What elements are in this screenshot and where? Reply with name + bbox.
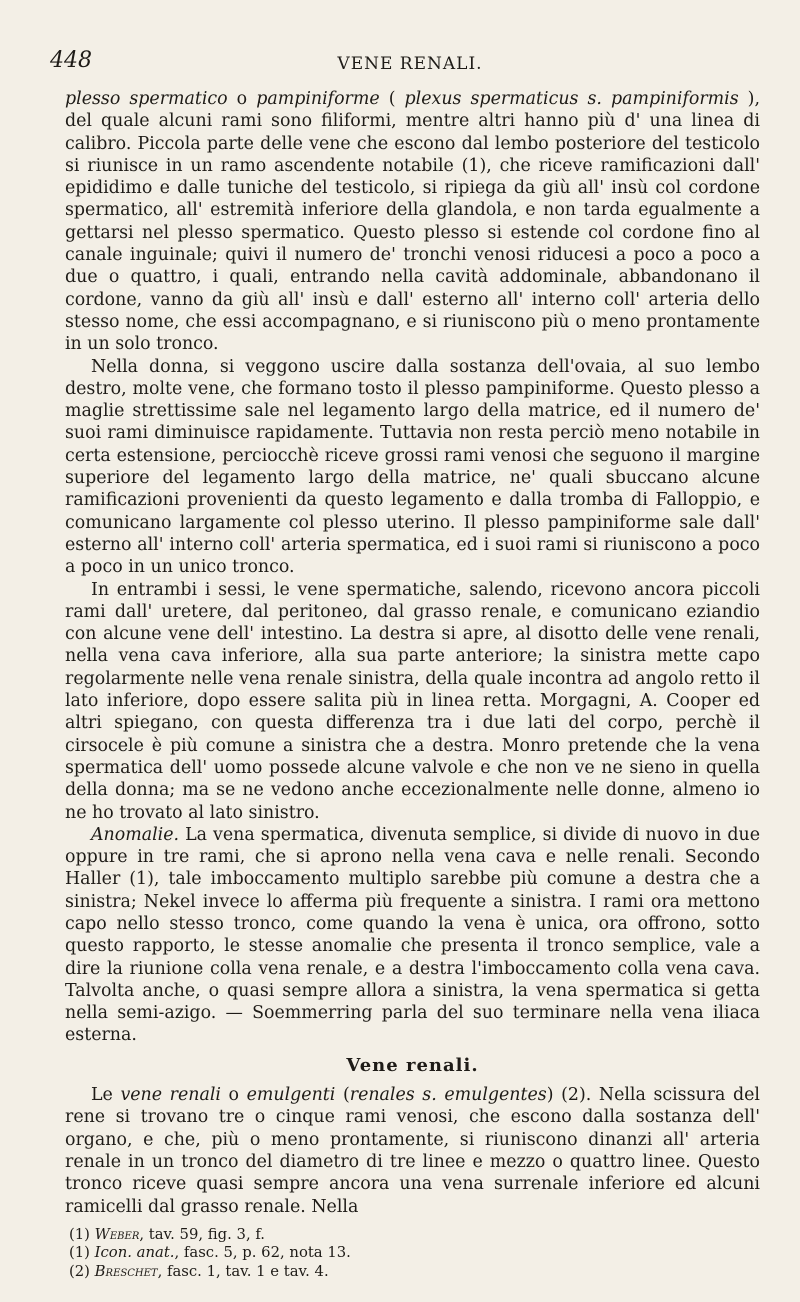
body-text	[65, 88, 760, 1281]
running-head: VENE RENALI.	[337, 54, 483, 74]
page-header	[50, 48, 770, 82]
footnote	[65, 1226, 760, 1245]
term-pampiniforme: pampiniforme	[256, 89, 380, 109]
footnote-ref: , fasc. 5, p. 62, nota 13.	[174, 1244, 351, 1262]
term-emulgenti: emulgenti	[246, 1085, 336, 1106]
paragraph-vene-renali	[65, 1084, 760, 1218]
footnote-ref: , tav. 59, fig. 3, f.	[139, 1225, 266, 1243]
page-number: 448	[50, 48, 92, 73]
paragraph-entrambi-sessi: In entrambi i sessi, le vene spermatiche, salendo, ricevono ancora piccoli rami dall' uretere, dal peritoneo, dal grasso renale, e comunicano eziandio con alcune vene dell' intestino. La destra si apre, al disotto delle vene renali, nella vena cava inferiore, alla sua parte anteriore; la sinistra mette capo regolarmente nelle vena renale sinistra, della quale incontra ad angolo retto il lato inferiore, dopo essere salita più in linea retta. Morgagni, A. Cooper ed altri spiegano, con questa differenza tra i due lati del corpo, perchè il cirsocele è più comune a sinistra che a destra. Monro pretende che la vena spermatica dell' uomo possede alcune valvole e che non ve ne sieno in quella della donna; ma se ne vedono anche eccezionalmente nelle donne, almeno io ne ho trovato al lato sinistro.	[65, 579, 760, 823]
text-or: o	[220, 1085, 247, 1106]
paragraph-anomalie	[65, 824, 760, 1047]
footnote-author: Icon. anat.	[94, 1244, 175, 1262]
footnote	[65, 1263, 760, 1282]
paragraph-text: ), del quale alcuni rami sono filiformi, mentre altri hanno più d' una linea di calibro. Piccola parte delle vene che escono dal lembo posteriore del testicolo si riunisce in un ramo ascendente notabile (1), che riceve ramificazioni dall' epididimo e dalle tuniche del testicolo, si ripiega da giù all' insù col cordone spermatico, all' estremità inferiore della glandola, e non tarda egualmente a gettarsi nel plesso spermatico. Questo plesso si estende col cordone fino al canale inguinale; quivi il numero de' tronchi venosi riducesi a poco a poco a due o quattro, i quali, entrando nella cavità addominale, abbandonano il cordone, vanno da giù all' insù e dall' esterno all' interno coll' arteria dello stesso nome, che essi accompagnano, e si riuniscono più o meno prontamente in un solo tronco.	[65, 89, 760, 355]
text-start: Le	[91, 1085, 121, 1106]
text-paren: (	[335, 1085, 350, 1106]
footnote-number: (2)	[69, 1262, 95, 1280]
footnote-author: Breschet	[94, 1262, 158, 1280]
footnote-number: (1)	[69, 1244, 95, 1262]
footnote-ref: , fasc. 1, tav. 1 e tav. 4.	[157, 1262, 329, 1280]
section-title: Vene renali.	[346, 1054, 479, 1076]
footnote	[65, 1244, 760, 1263]
text-or: o	[227, 89, 257, 109]
anomalie-label: Anomalie.	[91, 824, 180, 845]
footnote-author: Weber	[94, 1225, 140, 1243]
footnotes	[65, 1226, 760, 1282]
paragraph-donna: Nella donna, si veggono uscire dalla sostanza dell'ovaia, al suo lembo destro, molte vene, che formano tosto il plesso pampiniforme. Questo plesso a maglie strettissime sale nel legamento largo della matrice, ed il numero de' suoi rami diminuisce rapidamente. Tuttavia non resta perciò meno notabile in certa estensione, perciocchè riceve grossi rami venosi che seguono il margine superiore del legamento largo della matrice, ne' quali sbuccano alcune ramificazioni provenienti da questo legamento e dalla tromba di Falloppio, e comunicano largamente col plesso uterino. Il plesso pampiniforme sale dall' esterno all' interno coll' arteria spermatica, ed i suoi rami si riuniscono a poco a poco in un unico tronco.	[65, 356, 760, 578]
term-plesso-spermatico: plesso spermatico	[65, 89, 228, 109]
paragraph-text: ) (2). Nella scissura del rene si trovano tre o cinque rami venosi, che escono dalla sostanza dell' organo, e che, più o meno prontamente, si riuniscono dinanzi all' arteria renale in un tronco del diametro di tre linee e mezzo o quattro linee. Questo tronco riceve quasi sempre ancora una vena surrenale inferiore ed alcuni ramicelli dal grasso renale. Nella	[65, 1085, 760, 1217]
paragraph-continuation	[65, 88, 760, 356]
term-vene-renali: vene renali	[120, 1085, 221, 1106]
anomalie-text: La vena spermatica, divenuta semplice, si divide di nuovo in due oppure in tre rami, che si aprono nella vena cava e nelle renali. Secondo Haller (1), tale imboccamento multiplo sarebbe più comune a destra che a sinistra; Nekel invece lo afferma più frequente a sinistra. I rami ora mettono capo nello stesso tronco, come quando la vena è unica, ora offrono, sotto questo rapporto, le stesse anomalie che presenta il tronco semplice, vale a dire la riunione colla vena renale, e a destra l'imboccamento colla vena cava. Talvolta anche, o quasi sempre allora a sinistra, la vena spermatica si getta nella semi-azigo. — Soemmerring parla del suo terminare nella vena iliaca esterna.	[65, 824, 760, 1046]
latin-term: renales s. emulgentes	[349, 1085, 547, 1106]
latin-term: plexus spermaticus s. pampiniformis	[404, 89, 739, 109]
text-paren: (	[379, 89, 405, 109]
footnote-number: (1)	[69, 1225, 95, 1243]
